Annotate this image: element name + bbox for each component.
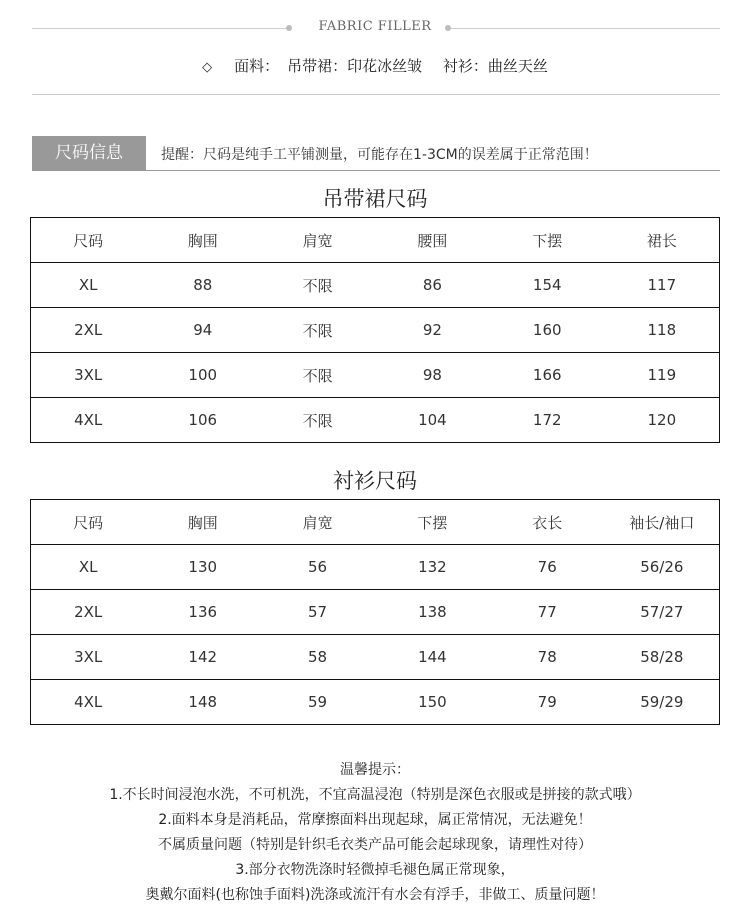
table-cell: 119 bbox=[605, 353, 720, 398]
table-cell: 不限 bbox=[260, 398, 375, 443]
table-cell: 4XL bbox=[31, 680, 146, 725]
size-info-note: 提醒：尺码是纯手工平铺测量，可能存在1-3CM的误差属于正常范围！ bbox=[161, 147, 598, 163]
fabric-filler-title: FABRIC FILLER bbox=[318, 19, 432, 34]
table-cell: 86 bbox=[375, 263, 490, 308]
table-cell: 144 bbox=[375, 635, 490, 680]
dress-table-title: 吊带裙尺码 bbox=[322, 187, 428, 211]
table-cell: 94 bbox=[145, 308, 260, 353]
table-cell: 3XL bbox=[31, 353, 146, 398]
tips-line: 奥戴尔面料(也称蚀手面料)洗涤或流汗有水会有浮手，非做工、质量问题！ bbox=[145, 887, 605, 903]
table-cell: 160 bbox=[490, 308, 605, 353]
table-cell: 不限 bbox=[260, 353, 375, 398]
table-header-cell: 胸围 bbox=[187, 231, 218, 250]
fabric-divider bbox=[32, 94, 720, 95]
table-cell: 142 bbox=[145, 635, 260, 680]
table-header-cell: 胸围 bbox=[187, 513, 218, 532]
fabric-dress: 吊带裙：印花冰丝皱 bbox=[287, 57, 423, 75]
shirt-table-title: 衬衫尺码 bbox=[333, 469, 417, 493]
table-cell: 130 bbox=[145, 545, 260, 590]
table-row bbox=[31, 263, 720, 308]
table-cell: 59 bbox=[260, 680, 375, 725]
table-header-cell: 肩宽 bbox=[302, 231, 333, 250]
table-header-cell: 下摆 bbox=[532, 231, 563, 250]
dress-size-table bbox=[30, 217, 720, 443]
table-cell: 3XL bbox=[31, 635, 146, 680]
table-cell: 59/29 bbox=[605, 680, 720, 725]
shirt-size-table bbox=[30, 499, 720, 725]
table-cell: 76 bbox=[490, 545, 605, 590]
table-header-row bbox=[31, 500, 720, 545]
table-cell: 57 bbox=[260, 590, 375, 635]
table-header-cell: 腰围 bbox=[417, 231, 448, 250]
header-dot-left bbox=[286, 25, 292, 31]
table-cell: 118 bbox=[605, 308, 720, 353]
table-header-cell: 裙长 bbox=[646, 231, 677, 250]
table-header-cell: 下摆 bbox=[417, 513, 448, 532]
table-cell: 166 bbox=[490, 353, 605, 398]
size-info-tag: 尺码信息 bbox=[32, 136, 146, 170]
table-cell: 172 bbox=[490, 398, 605, 443]
header-line-left bbox=[32, 28, 288, 29]
table-cell: 98 bbox=[375, 353, 490, 398]
table-header-cell: 肩宽 bbox=[302, 513, 333, 532]
table-cell: 56/26 bbox=[605, 545, 720, 590]
table-cell: 150 bbox=[375, 680, 490, 725]
header-line-right bbox=[451, 28, 720, 29]
tips-line: 3.部分衣物洗涤时轻微掉毛褪色属正常现象， bbox=[235, 862, 515, 878]
table-row bbox=[31, 308, 720, 353]
tips-title: 温馨提示： bbox=[340, 762, 410, 778]
table-cell: 104 bbox=[375, 398, 490, 443]
fabric-shirt: 衬衫：曲丝天丝 bbox=[442, 57, 548, 75]
table-header-row bbox=[31, 218, 720, 263]
fabric-label: 面料： bbox=[234, 57, 280, 75]
table-cell: 56 bbox=[260, 545, 375, 590]
table-row bbox=[31, 353, 720, 398]
table-cell: 154 bbox=[490, 263, 605, 308]
fabric-info bbox=[0, 55, 750, 76]
table-cell: 120 bbox=[605, 398, 720, 443]
table-cell: 不限 bbox=[260, 263, 375, 308]
table-cell: 136 bbox=[145, 590, 260, 635]
table-row bbox=[31, 590, 720, 635]
table-cell: 138 bbox=[375, 590, 490, 635]
table-cell: 58/28 bbox=[605, 635, 720, 680]
table-cell: 100 bbox=[145, 353, 260, 398]
table-cell: 77 bbox=[490, 590, 605, 635]
table-header-cell: 衣长 bbox=[532, 513, 563, 532]
care-tips bbox=[0, 758, 750, 908]
table-header-cell: 袖长/袖口 bbox=[629, 513, 695, 532]
table-header-cell: 尺码 bbox=[73, 231, 104, 250]
table-cell: 2XL bbox=[31, 308, 146, 353]
table-cell: 88 bbox=[145, 263, 260, 308]
diamond-icon: ◇ bbox=[202, 60, 213, 75]
table-cell: 不限 bbox=[260, 308, 375, 353]
table-cell: 117 bbox=[605, 263, 720, 308]
tips-line: 不属质量问题（特别是针织毛衣类产品可能会起球现象，请理性对待） bbox=[158, 837, 592, 853]
table-cell: 132 bbox=[375, 545, 490, 590]
table-cell: 78 bbox=[490, 635, 605, 680]
table-row bbox=[31, 545, 720, 590]
tips-line: 1.不长时间浸泡水洗，不可机洗，不宜高温浸泡（特别是深色衣服或是拼接的款式哦） bbox=[109, 787, 641, 803]
table-cell: 57/27 bbox=[605, 590, 720, 635]
table-header-cell: 尺码 bbox=[73, 513, 104, 532]
table-cell: 106 bbox=[145, 398, 260, 443]
table-row bbox=[31, 680, 720, 725]
table-cell: 4XL bbox=[31, 398, 146, 443]
table-row bbox=[31, 635, 720, 680]
table-cell: XL bbox=[31, 263, 146, 308]
table-row bbox=[31, 398, 720, 443]
size-info-underline bbox=[32, 170, 720, 171]
table-cell: 58 bbox=[260, 635, 375, 680]
table-cell: 79 bbox=[490, 680, 605, 725]
tips-line: 2.面料本身是消耗品，常摩擦面料出现起球，属正常情况，无法避免！ bbox=[158, 812, 592, 828]
table-cell: XL bbox=[31, 545, 146, 590]
table-cell: 148 bbox=[145, 680, 260, 725]
table-cell: 2XL bbox=[31, 590, 146, 635]
table-cell: 92 bbox=[375, 308, 490, 353]
